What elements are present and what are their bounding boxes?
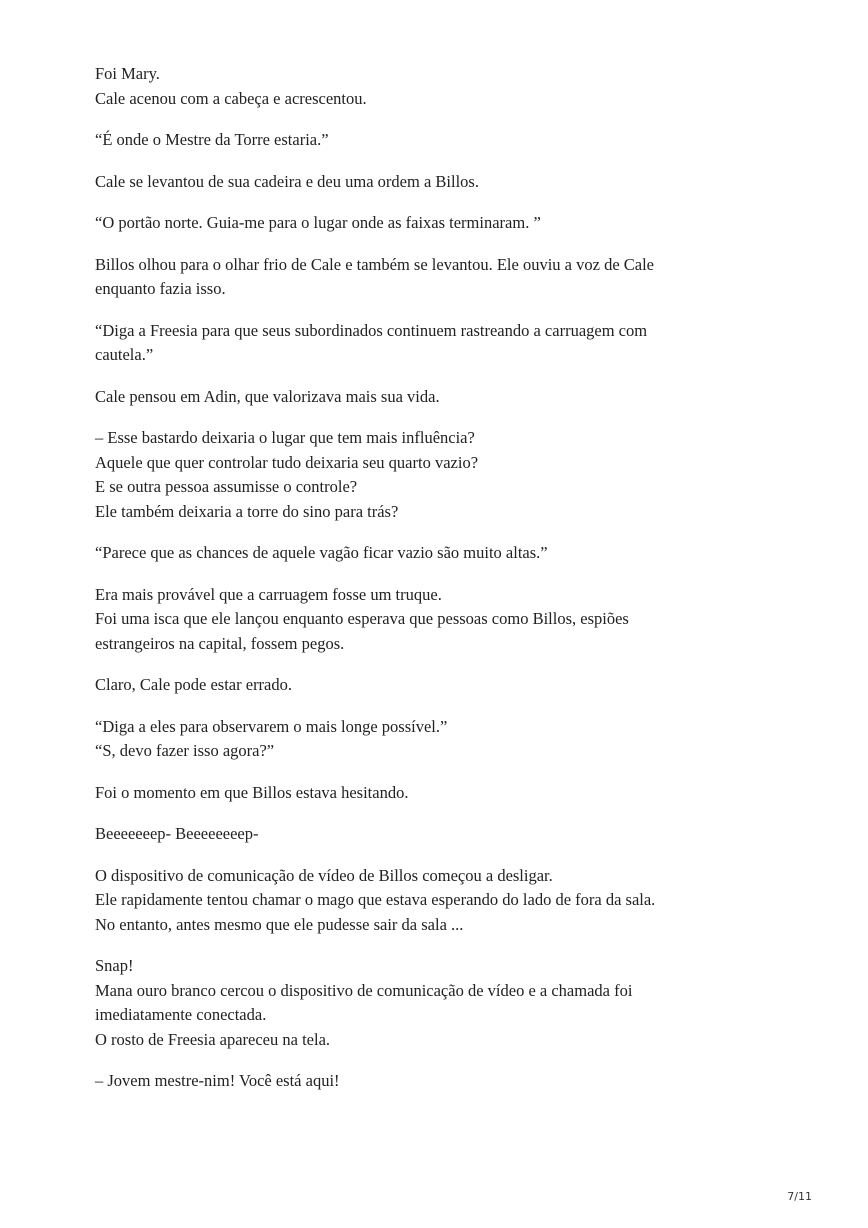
text-line: Ele também deixaria a torre do sino para trás? (95, 501, 399, 521)
paragraph (95, 541, 795, 566)
text-line: cautela.” (95, 345, 154, 364)
text-line: O dispositivo de comunicação de vídeo de Billos começou a desligar. (95, 865, 553, 885)
page-number: 7/11 (787, 1190, 812, 1203)
text-line: Snap! (95, 956, 134, 975)
text-line: Mana ouro branco cercou o dispositivo de comunicação de vídeo e a chamada foi (95, 980, 633, 1000)
paragraph (95, 211, 795, 236)
paragraph (95, 319, 795, 368)
paragraph (95, 864, 795, 938)
text-line: Beeeeeeep- Beeeeeeeep- (95, 824, 259, 843)
paragraph (95, 385, 795, 410)
paragraph (95, 954, 795, 1052)
paragraph (95, 822, 795, 847)
text-line: “Diga a Freesia para que seus subordinados continuem rastreando a carruagem com (95, 320, 648, 340)
text-line: “Diga a eles para observarem o mais longe possível.” (95, 716, 448, 736)
text-line: imediatamente conectada. (95, 1005, 267, 1024)
text-line: “Parece que as chances de aquele vagão ficar vazio são muito altas.” (95, 543, 548, 562)
paragraph (95, 583, 795, 657)
text-line: Ele rapidamente tentou chamar o mago que estava esperando do lado de fora da sala. (95, 890, 656, 909)
text-line: estrangeiros na capital, fossem pegos. (95, 633, 345, 653)
document-body (95, 62, 795, 1111)
text-line: Cale se levantou de sua cadeira e deu uma ordem a Billos. (95, 171, 479, 191)
text-line: Cale pensou em Adin, que valorizava mais sua vida. (95, 386, 440, 406)
paragraph (95, 673, 795, 698)
paragraph (95, 62, 795, 111)
text-line: “É onde o Mestre da Torre estaria.” (95, 130, 329, 149)
text-line: Foi Mary. (95, 64, 160, 83)
text-line: O rosto de Freesia apareceu na tela. (95, 1029, 331, 1049)
paragraph (95, 253, 795, 302)
paragraph (95, 781, 795, 806)
text-line: – Jovem mestre-nim! Você está aqui! (95, 1071, 340, 1090)
text-line: E se outra pessoa assumisse o controle? (95, 477, 358, 496)
text-line: Cale acenou com a cabeça e acrescentou. (95, 88, 367, 108)
paragraph (95, 426, 795, 524)
paragraph (95, 1069, 795, 1094)
text-line: – Esse bastardo deixaria o lugar que tem mais influência? (95, 428, 475, 447)
text-line: “O portão norte. Guia-me para o lugar onde as faixas terminaram. ” (95, 213, 541, 232)
text-line: Foi uma isca que ele lançou enquanto esperava que pessoas como Billos, espiões (95, 609, 629, 628)
text-line: Foi o momento em que Billos estava hesitando. (95, 782, 409, 802)
text-line: enquanto fazia isso. (95, 279, 226, 298)
paragraph (95, 128, 795, 153)
text-line: Era mais provável que a carruagem fosse um truque. (95, 584, 442, 604)
text-line: Aquele que quer controlar tudo deixaria seu quarto vazio? (95, 452, 479, 472)
text-line: No entanto, antes mesmo que ele pudesse sair da sala ... (95, 914, 464, 934)
paragraph (95, 170, 795, 195)
text-line: “S, devo fazer isso agora?” (95, 741, 275, 760)
text-line: Billos olhou para o olhar frio de Cale e também se levantou. Ele ouviu a voz de Cale (95, 254, 655, 274)
text-line: Claro, Cale pode estar errado. (95, 675, 293, 694)
paragraph (95, 715, 795, 764)
